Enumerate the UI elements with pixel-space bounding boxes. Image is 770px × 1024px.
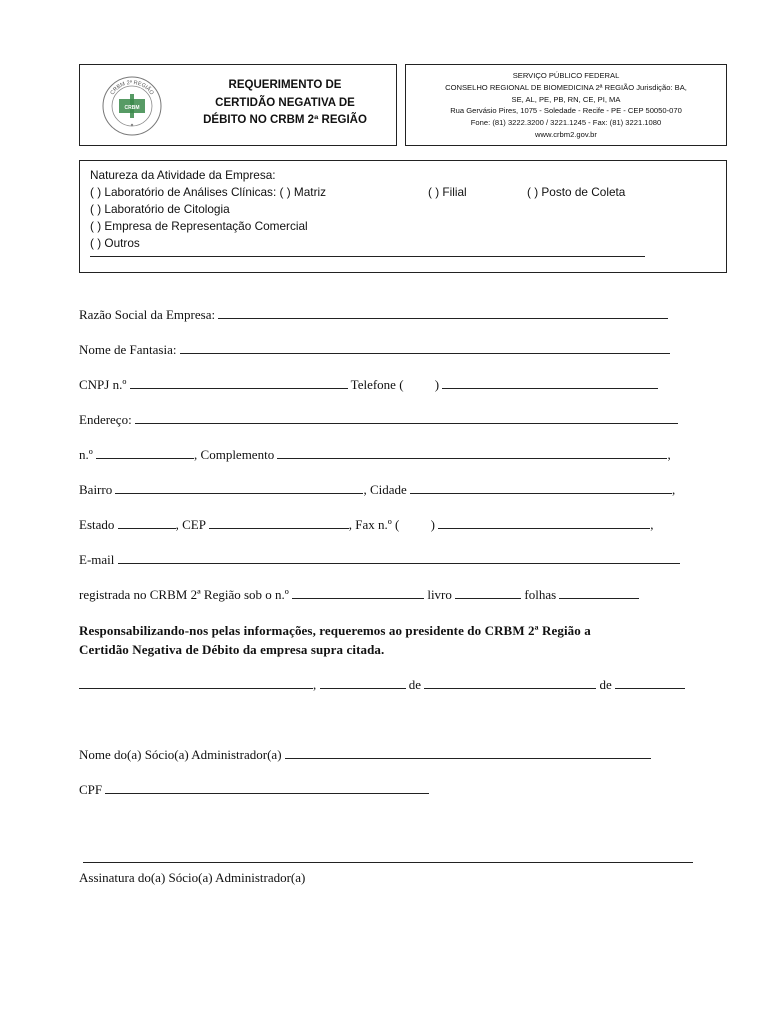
natureza-atividade-box xyxy=(79,160,727,273)
numero-label: n.º xyxy=(79,447,93,462)
checkbox-lab-citologia[interactable]: ( ) Laboratório de Citologia xyxy=(90,202,230,216)
folhas-field[interactable] xyxy=(559,586,639,599)
bairro-field[interactable] xyxy=(115,481,363,494)
numero-field[interactable] xyxy=(96,446,194,459)
checkbox-outros[interactable]: ( ) Outros xyxy=(90,236,140,250)
cnpj-label: CNPJ n.º xyxy=(79,377,127,392)
year-field[interactable] xyxy=(615,676,685,689)
declaration-text: Responsabilizando-nos pelas informações, requeremos ao presidente do CRBM 2ª Região a Certidão Negativa de Débito da empresa supra citada. xyxy=(79,623,591,657)
outros-specify-line[interactable] xyxy=(90,256,645,257)
logo-text: CRBM 2ª REGIÃO xyxy=(109,79,155,97)
email-row xyxy=(79,551,680,568)
endereco-field[interactable] xyxy=(135,411,678,424)
page-title: REQUERIMENTO DE CERTIDÃO NEGATIVA DE DÉBITO NO CRBM 2ª REGIÃO xyxy=(203,79,367,126)
logo-center-text: CRBM xyxy=(124,105,140,111)
natureza-title: Natureza da Atividade da Empresa: xyxy=(90,168,276,182)
signature-label: Assinatura do(a) Sócio(a) Administrador(a) xyxy=(79,870,306,885)
livro-field[interactable] xyxy=(455,586,521,599)
endereco-label: Endereço: xyxy=(79,412,132,427)
crbm-seal-icon xyxy=(101,75,163,137)
cpf-row xyxy=(79,781,429,798)
fax-label: , Fax n.º ( xyxy=(348,517,400,532)
registro-numero-field[interactable] xyxy=(292,586,424,599)
nome-fantasia-row xyxy=(79,341,670,358)
cep-label: , CEP xyxy=(175,517,206,532)
checkbox-filial[interactable]: ( ) Filial xyxy=(428,185,467,199)
socio-nome-field[interactable] xyxy=(285,746,651,759)
telefone-ddd-field[interactable] xyxy=(407,377,435,389)
bairro-label: Bairro xyxy=(79,482,113,497)
socio-nome-label: Nome do(a) Sócio(a) Administrador(a) xyxy=(79,747,282,762)
cnpj-field[interactable] xyxy=(130,376,348,389)
estado-cep-fax-row: Estado , CEP , Fax n.º ( ) , xyxy=(79,517,654,532)
cpf-label: CPF xyxy=(79,782,103,797)
bairro-cidade-row: Bairro , Cidade , xyxy=(79,482,676,497)
place-field[interactable] xyxy=(79,676,313,689)
numero-complemento-row: n.º , Complemento , xyxy=(79,447,671,462)
organization-info: SERVIÇO PÚBLICO FEDERAL CONSELHO REGIONAL DE BIOMEDICINA 2ª REGIÃO Jurisdição: BA, SE, AL, PE, PB, RN, CE, PI, MA Rua Gervásio Pires, 1075 - Soledade - Recife - PE - CEP 50050-070 Fone: (81) 3222.3200 / 3221.1245 - Fax: (81) 3221.1080 www.crbm2.gov.br xyxy=(445,71,687,139)
organization-info-box xyxy=(405,64,727,146)
endereco-row xyxy=(79,411,678,428)
livro-label: livro xyxy=(427,587,452,602)
razao-social-field[interactable] xyxy=(218,306,668,319)
checkbox-lab-analises-matriz[interactable]: ( ) Laboratório de Análises Clínicas: ( ) Matriz xyxy=(90,185,327,199)
email-field[interactable] xyxy=(118,551,680,564)
cidade-field[interactable] xyxy=(410,481,672,494)
cpf-field[interactable] xyxy=(105,781,429,794)
cnpj-telefone-row: CNPJ n.º Telefone ( ) xyxy=(79,376,658,393)
cidade-label: , Cidade xyxy=(363,482,407,497)
header-title-box xyxy=(79,64,397,146)
complemento-label: , Complemento xyxy=(194,447,275,462)
email-label: E-mail xyxy=(79,552,115,567)
checkbox-posto-coleta[interactable]: ( ) Posto de Coleta xyxy=(527,185,626,199)
telefone-field[interactable] xyxy=(442,376,658,389)
socio-nome-row xyxy=(79,746,651,763)
telefone-label: Telefone ( xyxy=(350,377,404,392)
nome-fantasia-label: Nome de Fantasia: xyxy=(79,342,177,357)
folhas-label: folhas xyxy=(524,587,557,602)
nome-fantasia-field[interactable] xyxy=(180,341,670,354)
registrada-label: registrada no CRBM 2ª Região sob o n.º xyxy=(79,587,289,602)
registro-row xyxy=(79,586,639,603)
signature-field[interactable] xyxy=(83,862,693,863)
checkbox-empresa-representacao[interactable]: ( ) Empresa de Representação Comercial xyxy=(90,219,308,233)
cep-field[interactable] xyxy=(209,516,349,529)
fax-ddd-field[interactable] xyxy=(403,517,431,529)
estado-label: Estado xyxy=(79,517,115,532)
date-place-row: , de de xyxy=(79,676,685,693)
razao-social-row xyxy=(79,306,668,323)
month-field[interactable] xyxy=(424,676,596,689)
fax-field[interactable] xyxy=(438,516,650,529)
complemento-field[interactable] xyxy=(277,446,667,459)
razao-social-label: Razão Social da Empresa: xyxy=(79,307,216,322)
day-field[interactable] xyxy=(320,676,406,689)
estado-field[interactable] xyxy=(118,516,176,529)
